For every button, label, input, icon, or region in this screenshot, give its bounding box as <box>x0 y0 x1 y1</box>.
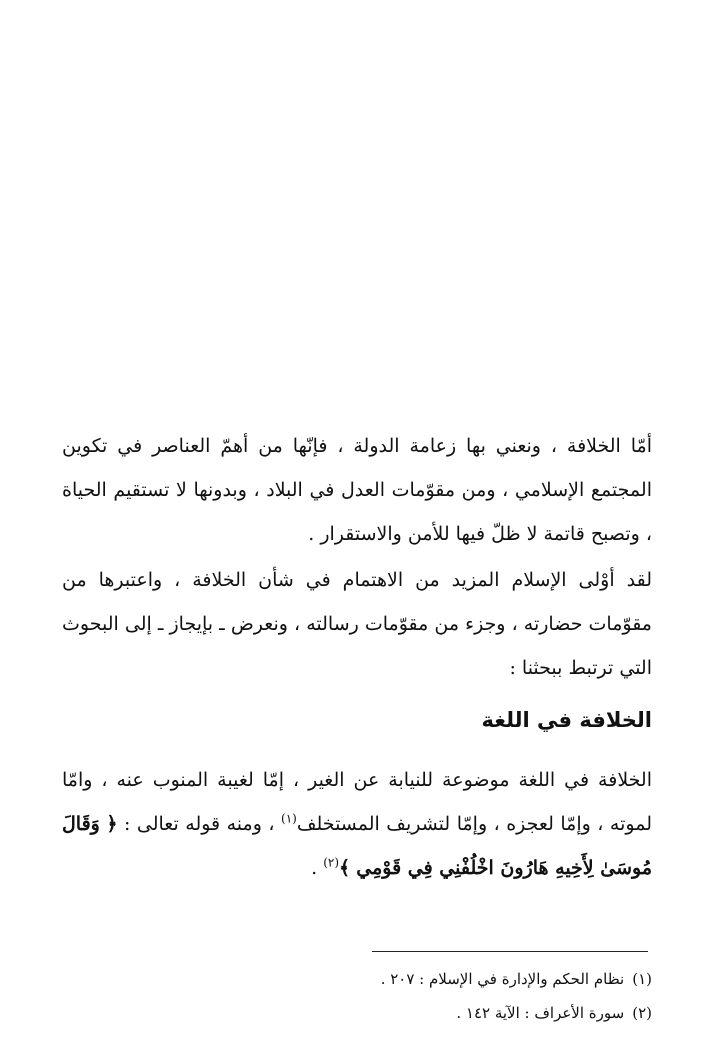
end-mark: . <box>311 857 318 879</box>
quran-bracket-close: ﴾ <box>339 857 351 879</box>
footnote-divider <box>372 951 648 952</box>
footnote-item <box>62 996 652 1030</box>
paragraph-islam-attention <box>62 558 652 690</box>
footnote-reference-2: (٢) <box>323 855 340 870</box>
text-segment: ، ومنه قوله تعالى : <box>124 813 275 835</box>
quran-verse: وَقَالَ مُوسَىٰ لِأَخِيهِ هَارُونَ اخْلُفْنِي فِي قَوْمِي <box>62 813 652 879</box>
section-heading: الخلافة في اللغة <box>481 708 652 732</box>
text-segment: الخلافة في اللغة موضوعة للنيابة عن الغير ، إمّا لغيبة المنوب عنه ، وامّا لموته ، وإمّا لعجزه ، وإمّا لتشريف المستخلف <box>62 769 652 835</box>
footnote-item <box>62 962 652 996</box>
footnote-text: سورة الأعراف : الآية ١٤٢ . <box>456 1004 625 1022</box>
paragraph-caliphate-intro <box>62 424 652 556</box>
quran-bracket-open: ﴿ <box>106 813 118 835</box>
paragraph-text: لقد أوْلى الإسلام المزيد من الاهتمام في شأن الخلافة ، واعتبرها من مقوّمات حضارته ، وجزء من مقوّمات رسالته ، ونعرض ـ بإيجاز ـ إلى البحوث التي ترتبط ببحثنا : <box>62 569 652 679</box>
footnote-number: (٢) <box>632 1004 652 1022</box>
paragraph-text: أمّا الخلافة ، ونعني بها زعامة الدولة ، فإنّها من أهمّ العناصر في تكوين المجتمع الإسلامي ، ومن مقوّمات العدل في البلاد ، وبدونها لا تستقيم الحياة ، وتصبح قاتمة لا ظلّ فيها للأمن والاستقرار . <box>62 435 652 545</box>
paragraph-text <box>62 758 652 890</box>
footnotes <box>62 962 652 1030</box>
footnote-text: نظام الحكم والإدارة في الإسلام : ٢٠٧ . <box>380 970 625 988</box>
paragraph-linguistic-definition <box>62 758 652 890</box>
footnote-number: (١) <box>632 970 652 988</box>
footnote-reference-1: (١) <box>281 811 297 826</box>
